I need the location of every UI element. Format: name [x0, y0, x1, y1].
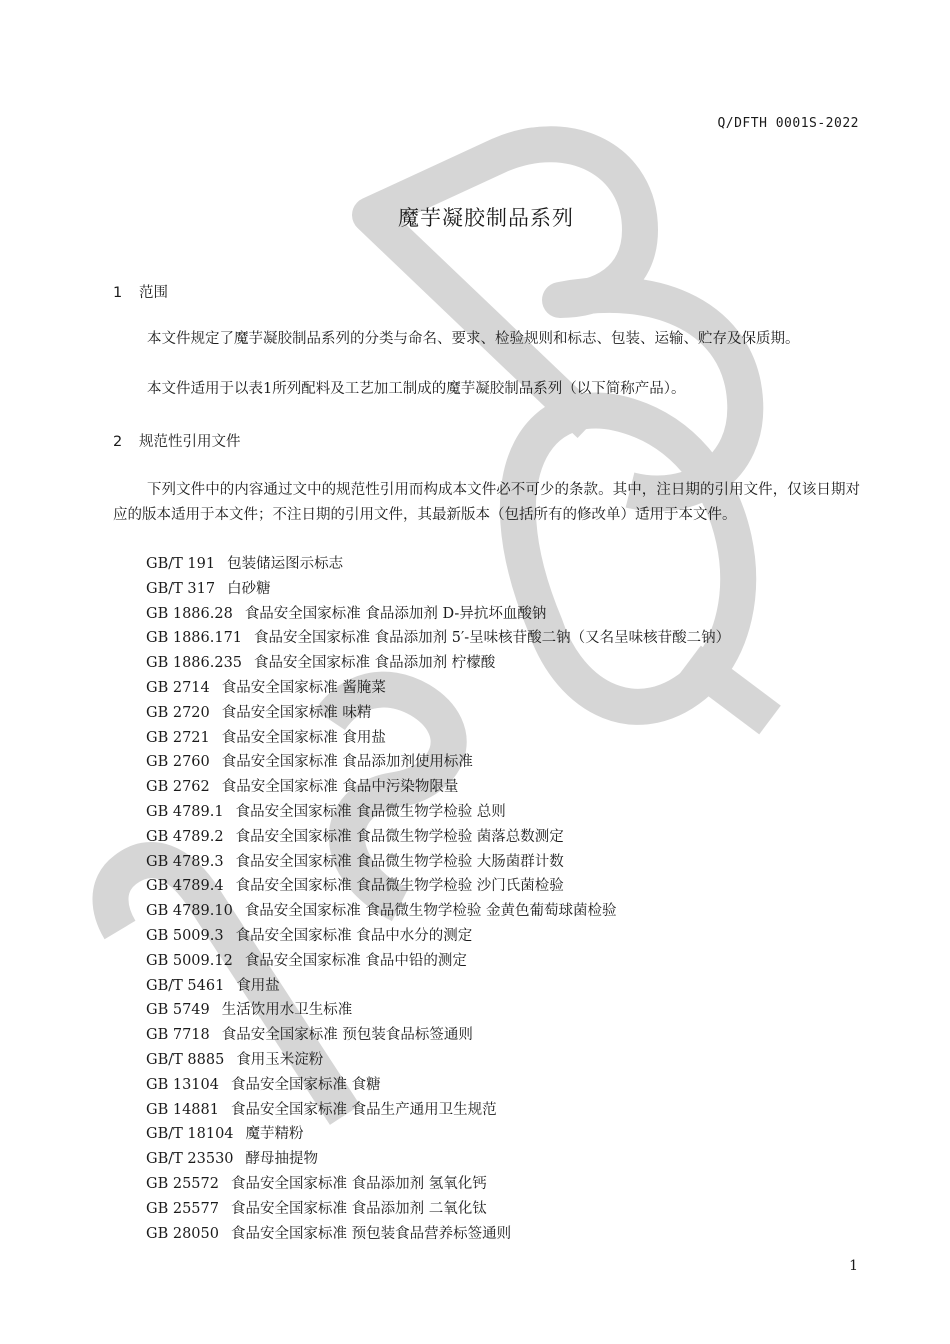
reference-item	[146, 899, 730, 924]
reference-title: 食品安全国家标准 味精	[221, 704, 372, 721]
reference-item	[146, 825, 730, 850]
section-1-paragraph-1: 本文件规定了魔芋凝胶制品系列的分类与命名、要求、检验规则和标志、包装、运输、贮存及保质期。	[147, 331, 800, 347]
reference-code: GB 1886.28	[146, 605, 233, 622]
reference-code: GB 14881	[146, 1101, 219, 1118]
reference-title: 包装储运图示标志	[227, 556, 344, 572]
section-number: 1	[113, 285, 123, 301]
reference-code: GB 2760	[146, 754, 210, 771]
reference-item	[146, 651, 730, 676]
reference-title: 食品安全国家标准 食品生产通用卫生规范	[230, 1101, 497, 1118]
section-title: 规范性引用文件	[139, 434, 241, 450]
reference-code: GB 5009.12	[146, 952, 233, 969]
reference-item	[146, 1197, 730, 1222]
reference-title: 食品安全国家标准 食糖	[230, 1076, 381, 1093]
reference-code: GB 25577	[146, 1200, 219, 1217]
section-number: 2	[113, 434, 123, 450]
reference-code: GB 4789.10	[146, 903, 233, 920]
reference-code: GB 1886.235	[146, 655, 243, 672]
reference-title: 食品安全国家标准 预包装食品营养标签通则	[230, 1225, 512, 1242]
reference-code: GB/T 8885	[146, 1051, 225, 1068]
section-2-heading	[113, 430, 241, 451]
reference-title: 食品安全国家标准 食品添加剂 柠檬酸	[254, 655, 496, 672]
reference-title: 食品安全国家标准 食用盐	[221, 729, 386, 746]
reference-item	[146, 1147, 730, 1172]
reference-title: 食品安全国家标准 食品添加剂 二氧化钛	[230, 1200, 487, 1217]
reference-code: GB 5749	[146, 1002, 210, 1019]
reference-code: GB 5009.3	[146, 927, 224, 944]
reference-title: 食品安全国家标准 食品微生物学检验 金黄色葡萄球菌检验	[244, 903, 617, 920]
reference-item	[146, 676, 730, 701]
reference-code: GB/T 191	[146, 556, 216, 572]
reference-title: 食品安全国家标准 食品添加剂 D-异抗坏血酸钠	[244, 605, 547, 622]
reference-item	[146, 750, 730, 775]
document-title: 魔芋凝胶制品系列	[398, 206, 574, 230]
document-code: Q/DFTH 0001S-2022	[717, 116, 859, 131]
reference-item	[146, 552, 730, 577]
reference-title: 白砂糖	[227, 580, 271, 597]
reference-title: 食品安全国家标准 食品微生物学检验 沙门氏菌检验	[235, 878, 564, 895]
reference-item	[146, 1222, 730, 1247]
watermark-letter-b	[370, 144, 745, 493]
reference-title: 食品安全国家标准 食品中水分的测定	[235, 927, 473, 944]
reference-item	[146, 602, 730, 627]
reference-item	[146, 874, 730, 899]
reference-code: GB 2720	[146, 704, 210, 721]
reference-item	[146, 626, 730, 651]
reference-code: GB/T 5461	[146, 977, 225, 994]
reference-code: GB/T 18104	[146, 1126, 234, 1143]
reference-title: 生活饮用水卫生标准	[221, 1002, 353, 1019]
reference-code: GB 7718	[146, 1027, 210, 1044]
reference-code: GB 28050	[146, 1225, 219, 1242]
section-1-heading	[113, 281, 168, 302]
reference-title: 食品安全国家标准 食品添加剂 氢氧化钙	[230, 1175, 487, 1192]
reference-code: GB 4789.2	[146, 828, 224, 845]
reference-title: 食品安全国家标准 食品添加剂 5′-呈味核苷酸二钠（又名呈味核苷酸二钠）	[254, 630, 731, 647]
reference-item	[146, 924, 730, 949]
reference-item	[146, 775, 730, 800]
reference-title: 魔芋精粉	[245, 1126, 304, 1143]
reference-item	[146, 577, 730, 602]
reference-title: 食品安全国家标准 食品中铅的测定	[244, 952, 467, 969]
section-2-paragraph-1: 下列文件中的内容通过文中的规范性引用而构成本文件必不可少的条款。其中，注日期的引用文件，仅该日期对应的版本适用于本文件；不注日期的引用文件，其最新版本（包括所有的修改单）适用于本文件。	[113, 482, 860, 523]
reference-item	[146, 1172, 730, 1197]
section-title: 范围	[139, 285, 168, 301]
reference-title: 食品安全国家标准 食品微生物学检验 总则	[235, 803, 506, 820]
reference-title: 食品安全国家标准 食品添加剂使用标准	[221, 754, 473, 771]
reference-item	[146, 850, 730, 875]
reference-code: GB 4789.1	[146, 803, 224, 820]
reference-code: GB 2762	[146, 779, 210, 796]
reference-item	[146, 949, 730, 974]
reference-item	[146, 1048, 730, 1073]
section-1-paragraph-2: 本文件适用于以表1所列配料及工艺加工制成的魔芋凝胶制品系列（以下简称产品）。	[147, 381, 686, 397]
normative-references-list	[146, 552, 730, 1246]
reference-title: 食用玉米淀粉	[236, 1051, 324, 1068]
reference-item	[146, 800, 730, 825]
reference-title: 食品安全国家标准 酱腌菜	[221, 679, 386, 696]
page-number: 1	[849, 1258, 858, 1274]
reference-item	[146, 701, 730, 726]
reference-code: GB 13104	[146, 1076, 219, 1093]
reference-code: GB 25572	[146, 1175, 219, 1192]
reference-code: GB 4789.4	[146, 878, 224, 895]
reference-item	[146, 1098, 730, 1123]
reference-item	[146, 726, 730, 751]
reference-title: 食用盐	[236, 977, 280, 994]
reference-item	[146, 1023, 730, 1048]
reference-code: GB/T 23530	[146, 1151, 234, 1168]
reference-title: 食品安全国家标准 食品微生物学检验 菌落总数测定	[235, 828, 564, 845]
reference-item	[146, 998, 730, 1023]
reference-title: 食品安全国家标准 预包装食品标签通则	[221, 1027, 473, 1044]
reference-title: 食品安全国家标准 食品微生物学检验 大肠菌群计数	[235, 853, 564, 870]
reference-code: GB 1886.171	[146, 630, 243, 647]
reference-code: GB/T 317	[146, 580, 216, 597]
reference-item	[146, 974, 730, 999]
reference-item	[146, 1122, 730, 1147]
reference-code: GB 2721	[146, 729, 210, 746]
reference-item	[146, 1073, 730, 1098]
reference-title: 食品安全国家标准 食品中污染物限量	[221, 779, 459, 796]
reference-code: GB 2714	[146, 679, 210, 696]
reference-title: 酵母抽提物	[245, 1151, 319, 1168]
reference-code: GB 4789.3	[146, 853, 224, 870]
